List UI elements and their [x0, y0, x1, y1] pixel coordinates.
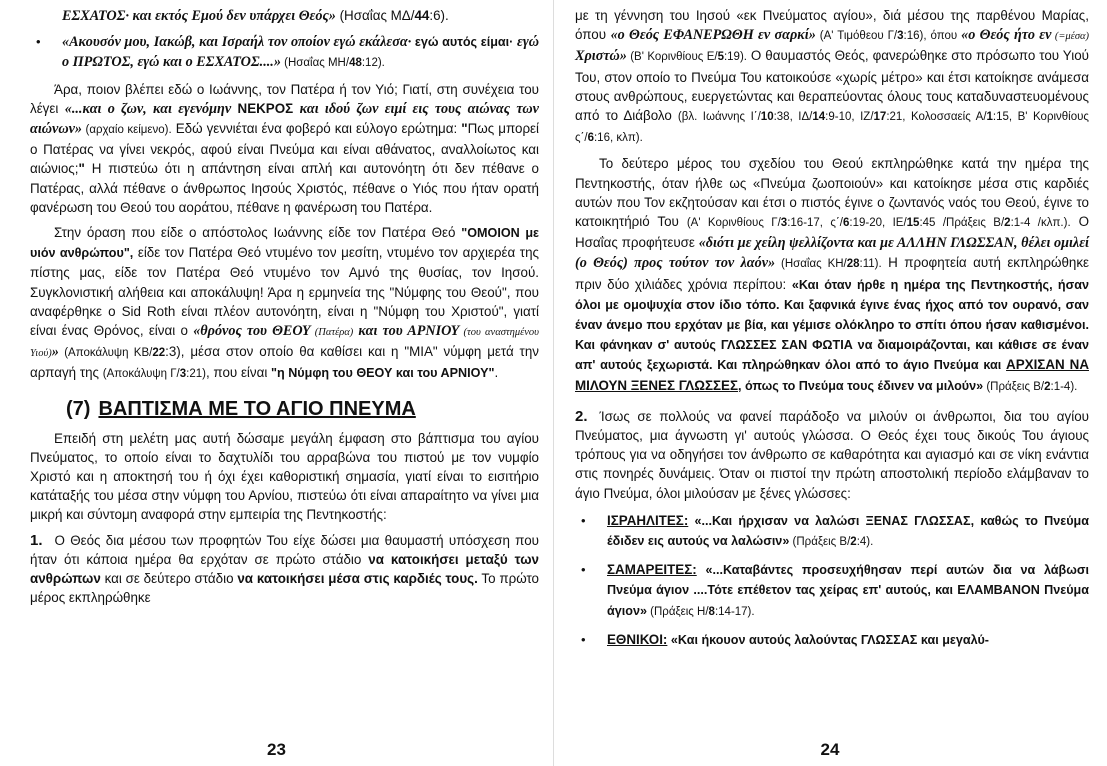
paragraph-incarnation: με τη γέννηση του Ιησού «εκ Πνεύματος αγίου», διά μέσου της παρθένου Μαρίας, όπου «ο Θεός ΕΦΑΝΕΡΩΘΗ εν σαρκί» (Α' Τιμόθεου Γ/3:16), όπου «ο Θεός ήτο εν (=μέσα) Χριστώ» (Β' Κορινθίους Ε/5:19). Ο θαυμαστός Θεός, φανερώθηκε στο πρόσωπο του Υιού Του, στον οποίο το Πνεύμα Του κατοικούσε «χωρίς μέτρο» και έτσι κατοίκησε ανάμεσα στους ανθρώπους, ευεργετώντας και θεραπεύοντας όλους τους καταδυναστευομένους από το Διάβολο (βλ. Ιωάννης Ι΄/10:38, ΙΔ/14:9-10, ΙΖ/17:21, Κολοσσαείς Α/1:15, Β' Κορινθίους ς΄/6:16, κλπ). — [575, 8, 1090, 145]
paragraph-who-does-john-see: Άρα, ποιον βλέπει εδώ ο Ιωάννης, τον Πατέρα ή τον Υιό; Γιατί, στη συνέχεια του λέγει «...και ο ζων, και εγενόμην ΝΕΚΡΟΣ και ιδού ζων ειμί εις τους αιώνας των αιώνων» (αρχαίο κείμενο). Εδώ γεννιέται ένα φοβερό και εύλογο ερώτημα: "Πως μπορεί ο Πατέρας να γίνει νεκρός, αφού είναι Πνεύμα και είναι αθάνατος, αναλλοίωτος και αιώνιος;" Η πιστεύω ότι η απάντηση είναι απλή και αυτονόητη ότι δεν πέθανε ο Πατέρας, αλλά πέθανε ο άνθρωπος Ιησούς Χριστός, πέθανε ο Υιός που ήταν ορατή φανέρωση του Θεού του αοράτου, πέθανε η φανέρωση του Πατέρα. — [30, 81, 540, 215]
page-number-left: 23 — [267, 740, 286, 759]
page-left — [0, 0, 553, 766]
top-line: ΕΣΧΑΤΟΣ· και εκτός Εμού δεν υπάρχει Θεός» (Ησαΐας ΜΔ/44:6). — [62, 8, 449, 24]
paragraph-vision-of-john: Στην όραση που είδε ο απόστολος Ιωάννης είδε τον Πατέρα Θεό "ΟΜΟΙΟΝ με υιόν ανθρώπου", είδε τον Πατέρα Θεό ντυμένο τον μεσίτη, ντυμένο τον αρχιερέα της πίστης μας, είδε τον Πατέρα Θεό ντυμένο τον Αμνό της θυσίας, τον Ιησού. Συγκλονιστική αλήθεια και αποκάλυψη! Άρα η ερμηνεία της "Νύμφης του Θεού", που αναφέρθηκε ο Sid Roth είναι πλέον αυτονόητη, είναι η "Νύμφη του Χριστού", γιατί είναι ένας Θρόνος, είναι ο «θρόνος του ΘΕΟΥ (Πατέρα) και του ΑΡΝΙΟΥ (του αναστημένου Υιού)» (Αποκάλυψη ΚΒ/22:3), μέσα στον οποίο θα καθίσει και η "ΜΙΑ" νύμφη μετά την αρπαγή της (Αποκάλυψη Γ/3:21), που είναι "η Νύμφη του ΘΕΟΥ και του ΑΡΝΙΟΥ". — [30, 225, 540, 381]
paragraph-pentecost: Το δεύτερο μέρος του σχεδίου του Θεού εκπληρώθηκε κατά την ημέρα της Πεντηκοστής, όταν ήλθε ως «Πνεύμα ζωοποιούν» και κατοίκησε μέσα στις καρδιές αυτών που Τον εκζητούσαν και έτσι ο πιστός έγινε ο ζωντανός ναός του Θεού, έγινε το κατοικητήριό Του (Α' Κορινθίους Γ/3:16-17, ς΄/6:19-20, ΙΕ/15:45 /Πράξεις Β/2:1-4 /κλπ.). Ο Ησαΐας προφήτευσε «διότι με χείλη ψελλίζοντα και με ΑΛΛΗΝ ΓΛΩΣΣΑΝ, θέλει ομιλεί (ο Θεός) προς τούτον τον λαόν» (Ησαΐας ΚΗ/28:11). Η προφητεία αυτή εκπληρώθηκε πριν δύο χιλιάδες χρόνια περίπου: «Και όταν ήρθε η ημέρα της Πεντηκοστής, ήσαν όλοι με ομοψυχία στον ίδιο τόπο. Και ξαφνικά έγινε ένας ήχος από τον ουρανό, σαν έναν άνεμο που ερχόταν με βία, και γέμισε ολόκληρο το σπίτι όπου ήσαν καθισμένοι. Και φάνηκαν σ' αυτούς ΓΛΩΣΣΕΣ ΣΑΝ ΦΩΤΙΑ να διαμοιράζονται, και κάθισε σε έναν απ' αυτούς ξεχωριστά. Και πληρώθηκαν όλοι από το άγιο Πνεύμα και ΑΡΧΙΣΑΝ ΝΑ ΜΙΛΟΥΝ ΞΕΝΕΣ ΓΛΩΣΣΕΣ, όπως το Πνεύμα τους έδινεν να μιλούν» (Πράξεις Β/2:1-4). — [575, 156, 1090, 393]
paragraph-point-1: 1. Ο Θεός δια μέσου των προφητών Του είχε δώσει μια θαυμαστή υπόσχεση που ήταν ότι κάποια ημέρα θα ερχόταν σε πρώτο στάδιο να κατοικήσει μεταξύ των ανθρώπων και σε δεύτερο στάδιο να κατοικήσει μέσα στις καρδιές τους. Το πρώτο μέρος εκπληρώθηκε — [30, 531, 540, 606]
bullet-isaiah-48: • «Ακουσόν μου, Ιακώβ, και Ισραήλ τον οποίον εγώ εκάλεσα· εγώ αυτός είμαι· εγώ ο ΠΡΩΤΟΣ, εγώ και ο ΕΣΧΑΤΟΣ....» (Ησαΐας ΜΗ/48:12). — [36, 34, 539, 71]
bullet-samaritans: • ΣΑΜΑΡΕΙΤΕΣ: «...Καταβάντες προσευχήθησαν περί αυτών δια να λάβωσι Πνεύμα άγιον ....Τότε επέθετον τας χείρας επ' αυτούς, και ΕΛΑΜΒΑΝΟΝ Πνεύμα άγιον» (Πράξεις Η/8:14-17). — [581, 562, 1089, 618]
paragraph-point-2: 2. Ίσως σε πολλούς να φανεί παράδοξο να μιλούν οι άνθρωποι, δια του αγίου Πνεύματος, μια άγνωστη γι' αυτούς γλώσσα. Ο Θεός έχει τους δικούς Του άγιους τρόπους για να οδηγήσει τον άνθρωπο σε καθαρότητα και αγιασμό και σε νίκη ενάντια στις πονηρές δυνάμεις. Όταν οι πιστοί την πρώτη αποστολική περίοδο ελάμβαναν το άγιο Πνεύμα, όλοι μιλούσαν με ξένες γλώσσες: — [575, 407, 1089, 501]
bullet-israelites: • ΙΣΡΑΗΛΙΤΕΣ: «...Και ήρχισαν να λαλώσι ΞΕΝΑΣ ΓΛΩΣΣΑΣ, καθώς το Πνεύμα έδιδεν εις αυτούς να λαλώσιν» (Πράξεις Β/2:4). — [581, 512, 1089, 549]
section-heading — [30, 397, 539, 421]
section-title: ΒΑΠΤΙΣΜΑ ΜΕ ΤΟ ΑΓΙΟ ΠΝΕΥΜΑ — [98, 397, 416, 420]
page-number-right: 24 — [820, 740, 840, 759]
section-number: (7) — [66, 397, 91, 420]
point-number: 1. — [30, 531, 43, 549]
bullet-dot-icon: • — [581, 631, 586, 647]
bullet-gentiles: • ΕΘΝΙΚΟΙ: «Και ήκουον αυτούς λαλούντας ΓΛΩΣΣΑΣ και μεγαλύ- — [575, 630, 1089, 650]
bullet-dot-icon: • — [581, 512, 586, 528]
point-number: 2. — [575, 407, 588, 425]
bullet-dot-icon: • — [581, 562, 586, 578]
bullet-dot-icon: • — [36, 34, 41, 50]
page-right — [553, 0, 1107, 766]
paragraph-baptism-intro: Επειδή στη μελέτη μας αυτή δώσαμε μεγάλη έμφαση στο βάπτισμα του αγίου Πνεύματος, το οποίο είναι το δαχτυλίδι του αρραβώνα του πιστού με τον νυμφίο Χριστό και η αποκτησή του ή όχι έχει καθοριστική σημασία, γιατί είναι το εισιτήριο κατάταξής του μέσα στην νύμφη του Αρνίου, πιστεύω ότι είναι απαραίτητο να γίνει μια μικρή και σύντομη αναφορά στην εμπειρία της Πεντηκοστής: — [30, 430, 539, 523]
